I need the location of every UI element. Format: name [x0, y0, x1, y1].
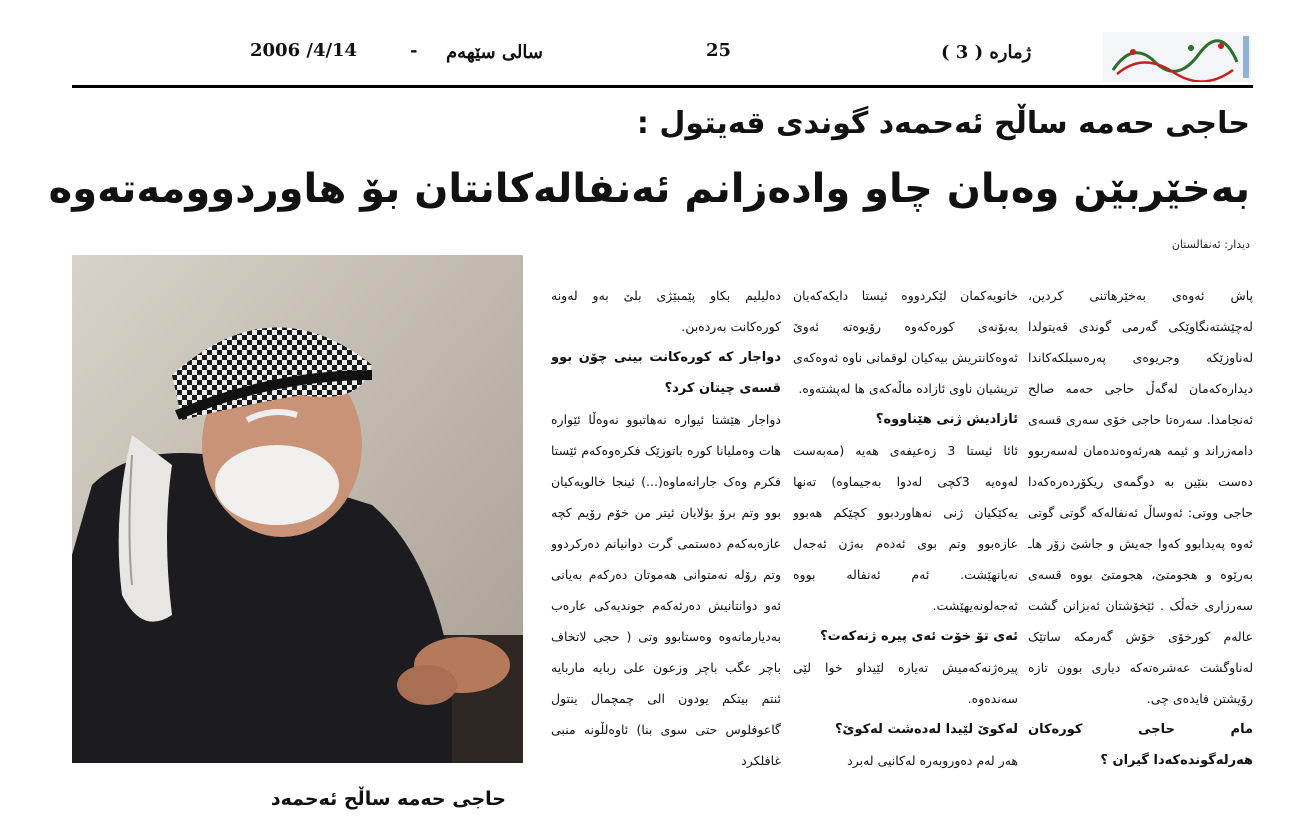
column-paragraph: ئائا ئیستا 3 زەعیفەی هەیە (مەبەست لەوەیە 3کچی لەدوا بەجیماوە) تەنها یەکێکیان ژنی نەهاوردبوو کچێکم هەبوو عازەبوو وتم بوی ئەدەم بەژن ئەجەل نەیانهێشت. ئەم ئەنفالە بووە ئەجەلونەیهێشت. [793, 443, 1018, 613]
issue-number: ژماره ( 3 ) [941, 42, 1032, 63]
interview-question: مام حاجی کورەکان هەرلەگوندەکەدا گیران ؟ [1028, 722, 1253, 768]
newspaper-logo [1103, 32, 1251, 82]
column-paragraph: پیرەژنەکەمیش تەیارە لێیداو خوا لێی سەندەوە. [793, 660, 1018, 706]
header-rule [72, 85, 1253, 88]
article-column-1 [1028, 280, 1253, 828]
issue-date: 2006 /4/14 [250, 40, 358, 61]
article-column-2 [793, 280, 1018, 828]
interview-question: ئازادیش ژنی هێناووە؟ [875, 412, 1018, 427]
logo-graphic [1103, 32, 1251, 82]
column-paragraph: دەلیلیم بکاو پێمبێژی بلێ بەو لەونە کورەکانت بەردەبن. [551, 288, 781, 334]
interview-question: ئەی تۆ خۆت ئەی پیرە ژنەکەت؟ [820, 629, 1018, 644]
page-number: 25 [706, 40, 732, 61]
column-paragraph: هەر لەم دەوروبەرە لەکانیی لەبرد [847, 753, 1018, 768]
article-headline: بەخێربێن وەبان چاو وادەزانم ئەنفالەکانتان بۆ هاوردوومەتەوە [48, 166, 1250, 212]
column-paragraph: دواجار هێشتا ئیوارە نەهاتبوو نەوەڵا ئێوارە هات وەملیانا کورە باتوزێک فکرەوەکەم ئێستا فکرم وەک جارانەماوە(...) ئینجا خالویەکیان بوو وتم برۆ بۆلایان ئیتر من خۆم رۆیم کچە عازەبەکەم دەستمی گرت دوانیانم دەرکردوو وتم رۆلە نەمتوانی هەموتان دەرکەم بەیانی ئەو دوانتانیش دەرئەکەم جوندیەکی عارەب بەدیارمانەوە وەستابوو وتی ( حجی لاتخاف باچر عگب باچر وزعون علی ربایە ماربایە ئنتم بیتکم یودون الی چمچمال ینتول گاعوفلوس حتی سوی بنا) ئاوەلڵونە منبی غافلکرد [551, 412, 781, 768]
article-byline: دیدار: ئەنفالستان [1171, 238, 1250, 251]
interview-question: لەکوێ لێیدا لەدەشت لەکوێ؟ [834, 722, 1018, 737]
interview-question: دواجار کە کورەکانت بینی چۆن بوو قسەی چیتان کرد؟ [551, 350, 781, 396]
article-column-3 [551, 280, 781, 828]
publication-year: سالی سێهەم [446, 42, 543, 63]
column-paragraph: پاش ئەوەی بەخێرهاتنی کردین، لەچێشتەنگاوێکی گەرمی گوندی قەیتولدا لەناوزێکە وجریوەی پەرەسیلکەکاندا دیدارەکەمان لەگەڵ حاجی حەمە صالح ئەنجامدا. سەرەتا حاجی خۆی سەری قسەی دامەزراند و ئیمە هەرئەوەندەمان لەسەربوو دەست بنێین بە دوگمەی ریکۆردەرەکەدا حاجی ووتی: ئەوساڵ ئەنفالەکە گوتی گوتی ئەوە پەیدابوو کەوا جەیش و جاشێ زۆر هاـ بەرێوە و هجومتێ، هجومتێ بووە قسەی سەرزاری خەڵک . ئێخۆشتان ئەبزانن گشت عالەم کورخۆی خۆش گەرمکە ساتێک لەناوگشت عەشرەتەکە دیاری بوون تازە رۆیشتن فایدەی چی. [1028, 288, 1253, 706]
header-separator: - [410, 40, 418, 61]
column-paragraph: خانویەکمان لێکردووە ئیستا دایکەکەیان بەبۆنەی کورەکەوە رۆیوەتە ئەوێ ئەوەکانتریش بیەکیان لوقمانی ناوە ئەوەکەی تریشیان ناوی ئازادە ماڵەکەی ها لەپشتەوە. [793, 288, 1018, 396]
interviewee-photo [72, 255, 523, 763]
article-subheadline: حاجی حەمە ساڵح ئەحمەد گوندی قەیتول : [636, 106, 1250, 141]
photo-caption: حاجی حەمە ساڵح ئەحمەد [270, 788, 506, 810]
